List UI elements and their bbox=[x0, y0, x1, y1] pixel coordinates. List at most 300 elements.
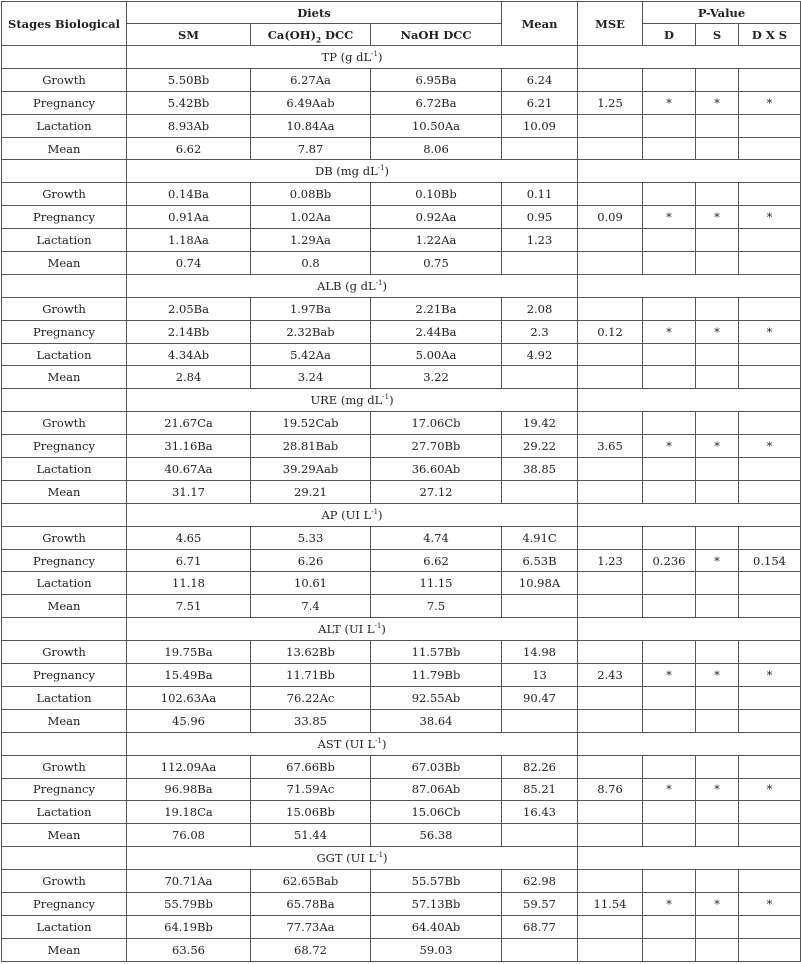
naoh-value: 6.95Ba bbox=[371, 68, 502, 91]
p-d-value bbox=[643, 183, 696, 206]
section-title-end: ) bbox=[378, 507, 383, 522]
p-d-value bbox=[643, 641, 696, 664]
mean-value bbox=[502, 824, 578, 847]
table-row bbox=[2, 778, 801, 801]
mean-value: 4.92 bbox=[502, 343, 578, 366]
p-dxs-value bbox=[739, 915, 801, 938]
p-s-value bbox=[696, 915, 739, 938]
stage-label: Pregnancy bbox=[2, 778, 127, 801]
caoh2-value: 11.71Bb bbox=[251, 664, 371, 687]
p-s-value: * bbox=[696, 892, 739, 915]
p-s-value bbox=[696, 572, 739, 595]
p-dxs-value bbox=[739, 526, 801, 549]
section-title bbox=[127, 160, 578, 183]
mean-value bbox=[502, 252, 578, 275]
naoh-value: 6.72Ba bbox=[371, 91, 502, 114]
section-header-row bbox=[2, 847, 801, 870]
table-row bbox=[2, 526, 801, 549]
table-row bbox=[2, 480, 801, 503]
section-title bbox=[127, 618, 578, 641]
p-dxs-value bbox=[739, 709, 801, 732]
table-row bbox=[2, 320, 801, 343]
mse-value bbox=[578, 801, 643, 824]
mse-value: 2.43 bbox=[578, 664, 643, 687]
mean-value: 0.95 bbox=[502, 206, 578, 229]
caoh2-value: 0.08Bb bbox=[251, 183, 371, 206]
table-row bbox=[2, 938, 801, 961]
mse-value bbox=[578, 824, 643, 847]
p-s-value bbox=[696, 755, 739, 778]
mean-value: 85.21 bbox=[502, 778, 578, 801]
naoh-value: 36.60Ab bbox=[371, 458, 502, 481]
caoh2-value: 7.4 bbox=[251, 595, 371, 618]
section-header-row bbox=[2, 389, 801, 412]
stage-label: Growth bbox=[2, 183, 127, 206]
table-body bbox=[2, 46, 801, 962]
stage-label: Mean bbox=[2, 824, 127, 847]
p-s-value bbox=[696, 183, 739, 206]
sm-value: 21.67Ca bbox=[127, 412, 251, 435]
sm-value: 63.56 bbox=[127, 938, 251, 961]
stage-label: Pregnancy bbox=[2, 664, 127, 687]
mse-value bbox=[578, 641, 643, 664]
caoh2-value: 10.61 bbox=[251, 572, 371, 595]
caoh2-value: 68.72 bbox=[251, 938, 371, 961]
stage-label: Mean bbox=[2, 480, 127, 503]
header-pvalue: P-Value bbox=[643, 2, 801, 24]
section-blank-cell bbox=[578, 389, 801, 412]
mean-value: 6.53B bbox=[502, 549, 578, 572]
mse-value bbox=[578, 755, 643, 778]
table-row bbox=[2, 206, 801, 229]
sm-value: 15.49Ba bbox=[127, 664, 251, 687]
section-title-main: AST (UI L bbox=[317, 736, 376, 751]
section-blank-cell bbox=[578, 46, 801, 69]
p-dxs-value bbox=[739, 595, 801, 618]
sm-value: 4.34Ab bbox=[127, 343, 251, 366]
sm-value: 31.17 bbox=[127, 480, 251, 503]
section-title-main: ALT (UI L bbox=[318, 622, 375, 637]
table-row bbox=[2, 183, 801, 206]
p-dxs-value bbox=[739, 458, 801, 481]
p-d-value bbox=[643, 229, 696, 252]
p-d-value bbox=[643, 755, 696, 778]
stage-label: Mean bbox=[2, 252, 127, 275]
p-dxs-value bbox=[739, 229, 801, 252]
mse-value bbox=[578, 183, 643, 206]
naoh-value: 27.12 bbox=[371, 480, 502, 503]
p-d-value bbox=[643, 595, 696, 618]
stage-label: Growth bbox=[2, 755, 127, 778]
section-blank-cell bbox=[2, 732, 127, 755]
table-row bbox=[2, 297, 801, 320]
results-table bbox=[1, 1, 801, 962]
section-title-end: ) bbox=[381, 622, 386, 637]
header-diet-sm: SM bbox=[127, 24, 251, 46]
table-row bbox=[2, 915, 801, 938]
p-dxs-value: * bbox=[739, 892, 801, 915]
mse-value: 11.54 bbox=[578, 892, 643, 915]
stage-label: Mean bbox=[2, 938, 127, 961]
caoh2-value: 67.66Bb bbox=[251, 755, 371, 778]
p-s-value bbox=[696, 801, 739, 824]
p-s-value bbox=[696, 480, 739, 503]
mean-value bbox=[502, 938, 578, 961]
table-row bbox=[2, 252, 801, 275]
naoh-value: 5.00Aa bbox=[371, 343, 502, 366]
mean-value: 68.77 bbox=[502, 915, 578, 938]
table-row bbox=[2, 572, 801, 595]
stage-label: Mean bbox=[2, 366, 127, 389]
mse-value: 0.09 bbox=[578, 206, 643, 229]
stage-label: Pregnancy bbox=[2, 549, 127, 572]
p-s-value bbox=[696, 686, 739, 709]
p-dxs-value bbox=[739, 801, 801, 824]
naoh-value: 7.5 bbox=[371, 595, 502, 618]
p-s-value bbox=[696, 343, 739, 366]
mean-value: 6.24 bbox=[502, 68, 578, 91]
header-diet-naoh: NaOH DCC bbox=[371, 24, 502, 46]
section-title-end: ) bbox=[384, 164, 390, 179]
p-d-value bbox=[643, 824, 696, 847]
sm-value: 19.18Ca bbox=[127, 801, 251, 824]
p-s-value: * bbox=[696, 778, 739, 801]
section-title-main: DB (mg dL bbox=[314, 164, 378, 179]
p-d-value bbox=[643, 458, 696, 481]
mse-value bbox=[578, 458, 643, 481]
p-dxs-value bbox=[739, 755, 801, 778]
mse-value bbox=[578, 114, 643, 137]
sm-value: 96.98Ba bbox=[127, 778, 251, 801]
caoh2-value: 3.24 bbox=[251, 366, 371, 389]
header-stages: Stages Biological bbox=[2, 2, 127, 46]
table-row bbox=[2, 435, 801, 458]
stage-label: Lactation bbox=[2, 572, 127, 595]
header-diet-caoh2-end: DCC bbox=[320, 27, 354, 42]
sm-value: 4.65 bbox=[127, 526, 251, 549]
stage-label: Pregnancy bbox=[2, 892, 127, 915]
sm-value: 0.14Ba bbox=[127, 183, 251, 206]
caoh2-value: 6.27Aa bbox=[251, 68, 371, 91]
section-title-sup: -1 bbox=[375, 736, 382, 745]
section-title-main: GGT (UI L bbox=[316, 851, 377, 866]
stage-label: Pregnancy bbox=[2, 435, 127, 458]
caoh2-value: 65.78Ba bbox=[251, 892, 371, 915]
stage-label: Lactation bbox=[2, 686, 127, 709]
p-dxs-value bbox=[739, 824, 801, 847]
section-title-main: ALB (g dL bbox=[317, 278, 376, 293]
mse-value: 1.23 bbox=[578, 549, 643, 572]
mse-value: 8.76 bbox=[578, 778, 643, 801]
header-row-top bbox=[2, 2, 801, 24]
table-row bbox=[2, 412, 801, 435]
stage-label: Mean bbox=[2, 137, 127, 160]
p-dxs-value bbox=[739, 412, 801, 435]
caoh2-value: 76.22Ac bbox=[251, 686, 371, 709]
stage-label: Growth bbox=[2, 641, 127, 664]
section-title bbox=[127, 503, 578, 526]
table-row bbox=[2, 824, 801, 847]
sm-value: 6.62 bbox=[127, 137, 251, 160]
p-d-value: * bbox=[643, 664, 696, 687]
sm-value: 55.79Bb bbox=[127, 892, 251, 915]
sm-value: 40.67Aa bbox=[127, 458, 251, 481]
table-row bbox=[2, 686, 801, 709]
p-d-value bbox=[643, 709, 696, 732]
naoh-value: 55.57Bb bbox=[371, 870, 502, 893]
header-diet-caoh2-sub: 2 bbox=[316, 34, 321, 44]
p-s-value: * bbox=[696, 549, 739, 572]
header-diets: Diets bbox=[127, 2, 502, 24]
p-d-value bbox=[643, 252, 696, 275]
naoh-value: 15.06Cb bbox=[371, 801, 502, 824]
p-d-value bbox=[643, 915, 696, 938]
mean-value: 4.91C bbox=[502, 526, 578, 549]
mean-value: 82.26 bbox=[502, 755, 578, 778]
naoh-value: 27.70Bb bbox=[371, 435, 502, 458]
naoh-value: 57.13Bb bbox=[371, 892, 502, 915]
naoh-value: 10.50Aa bbox=[371, 114, 502, 137]
section-blank-cell bbox=[2, 389, 127, 412]
mse-value bbox=[578, 68, 643, 91]
header-p-d: D bbox=[643, 24, 696, 46]
section-title-end: ) bbox=[377, 49, 383, 64]
mse-value bbox=[578, 252, 643, 275]
p-dxs-value bbox=[739, 137, 801, 160]
stage-label: Growth bbox=[2, 68, 127, 91]
header-p-dxs: D X S bbox=[739, 24, 801, 46]
naoh-value: 2.21Ba bbox=[371, 297, 502, 320]
mean-value bbox=[502, 366, 578, 389]
mean-value: 14.98 bbox=[502, 641, 578, 664]
sm-value: 2.14Bb bbox=[127, 320, 251, 343]
caoh2-value: 39.29Aab bbox=[251, 458, 371, 481]
section-title-sup: -1 bbox=[375, 279, 383, 288]
sm-value: 11.18 bbox=[127, 572, 251, 595]
sm-value: 31.16Ba bbox=[127, 435, 251, 458]
section-header-row bbox=[2, 160, 801, 183]
header-mean: Mean bbox=[502, 2, 578, 46]
naoh-value: 11.15 bbox=[371, 572, 502, 595]
naoh-value: 1.22Aa bbox=[371, 229, 502, 252]
caoh2-value: 77.73Aa bbox=[251, 915, 371, 938]
section-title-main: URE (mg dL bbox=[310, 393, 383, 408]
section-header-row bbox=[2, 274, 801, 297]
p-s-value bbox=[696, 252, 739, 275]
table-row bbox=[2, 755, 801, 778]
p-s-value bbox=[696, 412, 739, 435]
p-d-value bbox=[643, 343, 696, 366]
mse-value: 0.12 bbox=[578, 320, 643, 343]
naoh-value: 2.44Ba bbox=[371, 320, 502, 343]
p-dxs-value: * bbox=[739, 778, 801, 801]
mean-value: 90.47 bbox=[502, 686, 578, 709]
caoh2-value: 10.84Aa bbox=[251, 114, 371, 137]
caoh2-value: 33.85 bbox=[251, 709, 371, 732]
naoh-value: 56.38 bbox=[371, 824, 502, 847]
mse-value bbox=[578, 297, 643, 320]
mean-value: 19.42 bbox=[502, 412, 578, 435]
section-blank-cell bbox=[2, 46, 127, 69]
caoh2-value: 5.42Aa bbox=[251, 343, 371, 366]
section-header-row bbox=[2, 46, 801, 69]
mse-value bbox=[578, 915, 643, 938]
stage-label: Growth bbox=[2, 412, 127, 435]
p-dxs-value bbox=[739, 686, 801, 709]
p-s-value bbox=[696, 366, 739, 389]
p-dxs-value bbox=[739, 938, 801, 961]
header-mse: MSE bbox=[578, 2, 643, 46]
p-dxs-value bbox=[739, 366, 801, 389]
p-s-value: * bbox=[696, 435, 739, 458]
p-d-value: 0.236 bbox=[643, 549, 696, 572]
table-row bbox=[2, 229, 801, 252]
naoh-value: 38.64 bbox=[371, 709, 502, 732]
mse-value bbox=[578, 137, 643, 160]
caoh2-value: 7.87 bbox=[251, 137, 371, 160]
mse-value bbox=[578, 229, 643, 252]
section-header-row bbox=[2, 618, 801, 641]
mse-value bbox=[578, 343, 643, 366]
p-dxs-value bbox=[739, 114, 801, 137]
table-row bbox=[2, 870, 801, 893]
sm-value: 0.74 bbox=[127, 252, 251, 275]
table-row bbox=[2, 343, 801, 366]
naoh-value: 87.06Ab bbox=[371, 778, 502, 801]
p-dxs-value: * bbox=[739, 664, 801, 687]
mean-value bbox=[502, 137, 578, 160]
p-dxs-value bbox=[739, 68, 801, 91]
p-s-value bbox=[696, 595, 739, 618]
section-title-sup: -1 bbox=[371, 50, 378, 59]
mean-value: 16.43 bbox=[502, 801, 578, 824]
naoh-value: 17.06Cb bbox=[371, 412, 502, 435]
p-d-value bbox=[643, 366, 696, 389]
section-title-main: TP (g dL bbox=[321, 49, 372, 64]
sm-value: 45.96 bbox=[127, 709, 251, 732]
section-blank-cell bbox=[2, 160, 127, 183]
caoh2-value: 51.44 bbox=[251, 824, 371, 847]
p-s-value bbox=[696, 137, 739, 160]
p-dxs-value: * bbox=[739, 91, 801, 114]
mean-value: 1.23 bbox=[502, 229, 578, 252]
section-blank-cell bbox=[578, 503, 801, 526]
stage-label: Pregnancy bbox=[2, 91, 127, 114]
p-d-value bbox=[643, 526, 696, 549]
p-dxs-value bbox=[739, 480, 801, 503]
caoh2-value: 5.33 bbox=[251, 526, 371, 549]
sm-value: 70.71Aa bbox=[127, 870, 251, 893]
mse-value bbox=[578, 480, 643, 503]
mean-value: 10.09 bbox=[502, 114, 578, 137]
p-dxs-value: 0.154 bbox=[739, 549, 801, 572]
table-row bbox=[2, 137, 801, 160]
p-d-value bbox=[643, 68, 696, 91]
stage-label: Mean bbox=[2, 595, 127, 618]
mse-value: 1.25 bbox=[578, 91, 643, 114]
naoh-value: 3.22 bbox=[371, 366, 502, 389]
caoh2-value: 29.21 bbox=[251, 480, 371, 503]
mean-value: 29.22 bbox=[502, 435, 578, 458]
p-d-value bbox=[643, 297, 696, 320]
mean-value: 59.57 bbox=[502, 892, 578, 915]
p-dxs-value bbox=[739, 641, 801, 664]
p-d-value: * bbox=[643, 892, 696, 915]
p-dxs-value bbox=[739, 343, 801, 366]
caoh2-value: 1.29Aa bbox=[251, 229, 371, 252]
header-diet-caoh2-main: Ca(OH) bbox=[267, 27, 317, 42]
p-d-value bbox=[643, 137, 696, 160]
p-s-value bbox=[696, 526, 739, 549]
p-dxs-value bbox=[739, 252, 801, 275]
caoh2-value: 6.26 bbox=[251, 549, 371, 572]
stage-label: Pregnancy bbox=[2, 206, 127, 229]
sm-value: 7.51 bbox=[127, 595, 251, 618]
table-row bbox=[2, 366, 801, 389]
mean-value bbox=[502, 709, 578, 732]
section-title bbox=[127, 389, 578, 412]
naoh-value: 11.79Bb bbox=[371, 664, 502, 687]
p-s-value bbox=[696, 68, 739, 91]
section-title-end: ) bbox=[389, 393, 394, 408]
section-title bbox=[127, 732, 578, 755]
sm-value: 2.84 bbox=[127, 366, 251, 389]
section-blank-cell bbox=[578, 847, 801, 870]
p-dxs-value bbox=[739, 870, 801, 893]
table-row bbox=[2, 68, 801, 91]
p-d-value: * bbox=[643, 320, 696, 343]
header-p-s: S bbox=[696, 24, 739, 46]
mean-value: 6.21 bbox=[502, 91, 578, 114]
mse-value bbox=[578, 595, 643, 618]
naoh-value: 0.75 bbox=[371, 252, 502, 275]
p-d-value bbox=[643, 938, 696, 961]
sm-value: 6.71 bbox=[127, 549, 251, 572]
header-diet-caoh2 bbox=[251, 24, 371, 46]
stage-label: Growth bbox=[2, 297, 127, 320]
mean-value: 38.85 bbox=[502, 458, 578, 481]
stage-label: Growth bbox=[2, 870, 127, 893]
section-blank-cell bbox=[2, 274, 127, 297]
mse-value bbox=[578, 938, 643, 961]
p-d-value: * bbox=[643, 206, 696, 229]
sm-value: 112.09Aa bbox=[127, 755, 251, 778]
stage-label: Lactation bbox=[2, 343, 127, 366]
naoh-value: 59.03 bbox=[371, 938, 502, 961]
naoh-value: 6.62 bbox=[371, 549, 502, 572]
p-s-value: * bbox=[696, 206, 739, 229]
mse-value bbox=[578, 709, 643, 732]
p-dxs-value: * bbox=[739, 435, 801, 458]
sm-value: 1.18Aa bbox=[127, 229, 251, 252]
stage-label: Mean bbox=[2, 709, 127, 732]
p-d-value bbox=[643, 686, 696, 709]
mse-value bbox=[578, 686, 643, 709]
stage-label: Lactation bbox=[2, 915, 127, 938]
section-title-sup: -1 bbox=[371, 507, 379, 516]
mean-value: 62.98 bbox=[502, 870, 578, 893]
p-dxs-value bbox=[739, 183, 801, 206]
naoh-value: 0.10Bb bbox=[371, 183, 502, 206]
mean-value bbox=[502, 595, 578, 618]
p-s-value bbox=[696, 297, 739, 320]
table-row bbox=[2, 549, 801, 572]
caoh2-value: 6.49Aab bbox=[251, 91, 371, 114]
mean-value bbox=[502, 480, 578, 503]
stage-label: Lactation bbox=[2, 801, 127, 824]
p-s-value bbox=[696, 641, 739, 664]
caoh2-value: 1.97Ba bbox=[251, 297, 371, 320]
